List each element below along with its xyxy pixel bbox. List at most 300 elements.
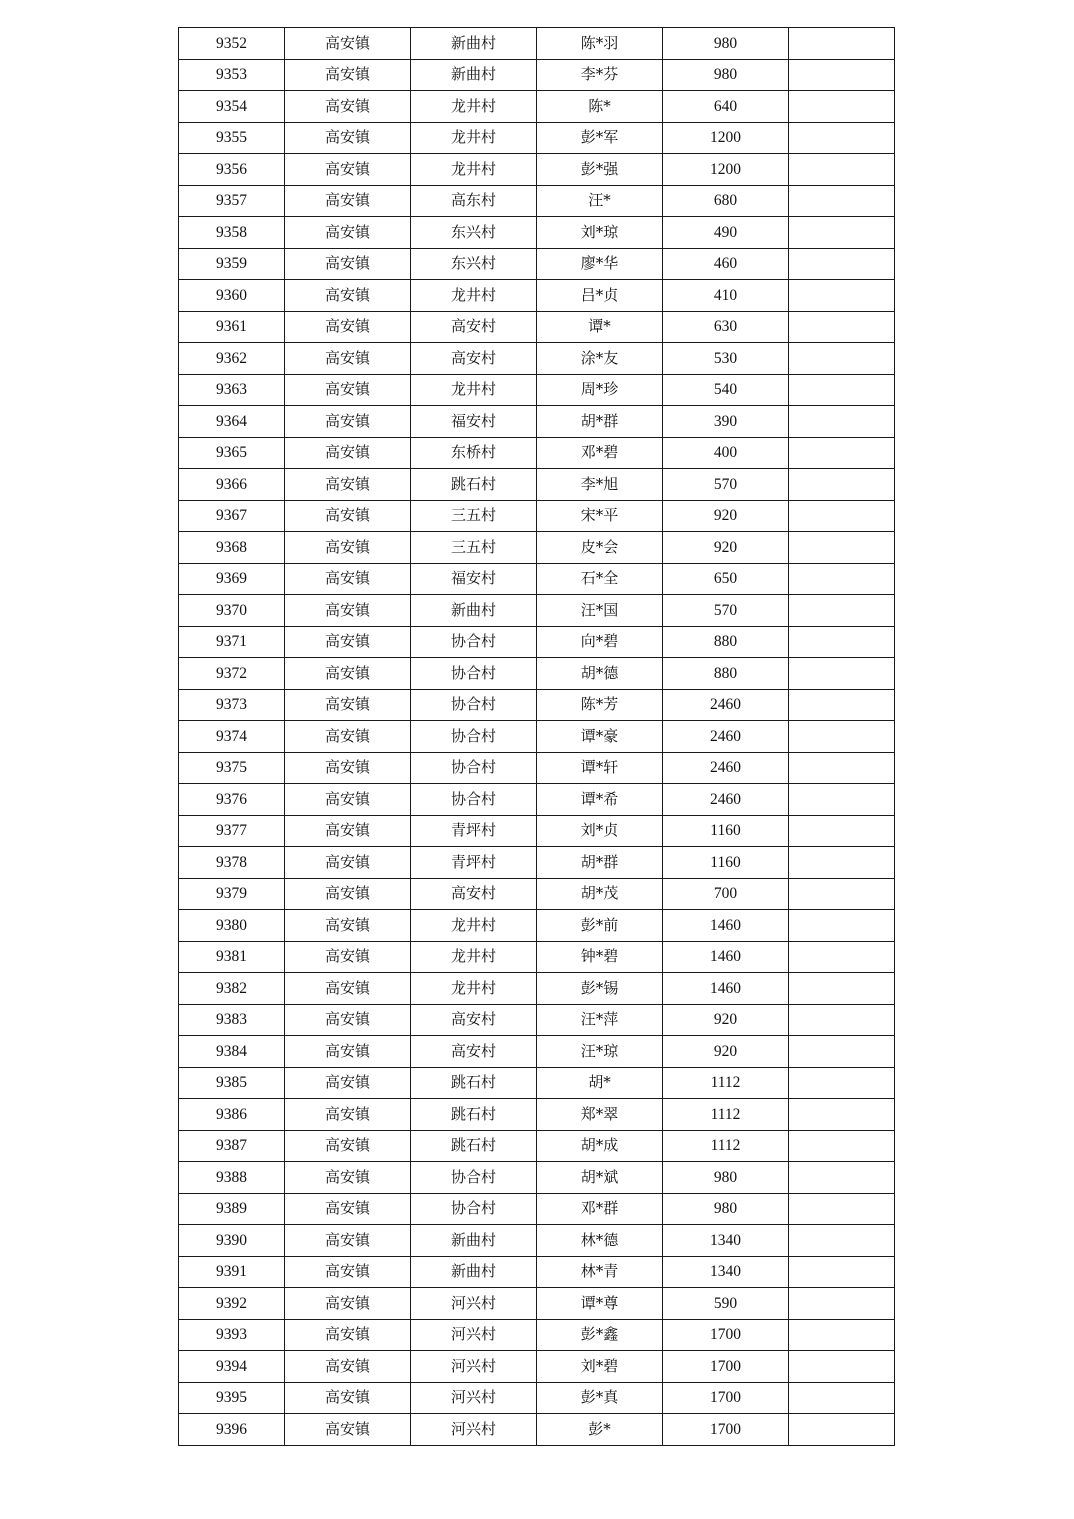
amount-cell: 390: [663, 406, 789, 438]
remark-cell: [789, 941, 895, 973]
name-cell: 彭*: [537, 1414, 663, 1446]
village-cell: 龙井村: [411, 374, 537, 406]
name-cell: 李*芬: [537, 59, 663, 91]
table-row: [179, 1162, 895, 1194]
town-cell: 高安镇: [285, 1319, 411, 1351]
village-cell: 协合村: [411, 1162, 537, 1194]
serial-number-cell: 9391: [179, 1256, 285, 1288]
name-cell: 石*全: [537, 563, 663, 595]
name-cell: 廖*华: [537, 248, 663, 280]
village-cell: 新曲村: [411, 28, 537, 60]
table-row: [179, 1067, 895, 1099]
town-cell: 高安镇: [285, 626, 411, 658]
table-row: [179, 563, 895, 595]
table-row: [179, 28, 895, 60]
amount-cell: 530: [663, 343, 789, 375]
name-cell: 胡*斌: [537, 1162, 663, 1194]
name-cell: 谭*: [537, 311, 663, 343]
table-row: [179, 1193, 895, 1225]
serial-number-cell: 9386: [179, 1099, 285, 1131]
town-cell: 高安镇: [285, 595, 411, 627]
town-cell: 高安镇: [285, 1382, 411, 1414]
remark-cell: [789, 154, 895, 186]
village-cell: 龙井村: [411, 122, 537, 154]
remark-cell: [789, 217, 895, 249]
table-row: [179, 815, 895, 847]
town-cell: 高安镇: [285, 1225, 411, 1257]
remark-cell: [789, 343, 895, 375]
town-cell: 高安镇: [285, 1351, 411, 1383]
town-cell: 高安镇: [285, 1067, 411, 1099]
name-cell: 汪*: [537, 185, 663, 217]
name-cell: 陈*芳: [537, 689, 663, 721]
town-cell: 高安镇: [285, 248, 411, 280]
serial-number-cell: 9382: [179, 973, 285, 1005]
name-cell: 邓*群: [537, 1193, 663, 1225]
remark-cell: [789, 1382, 895, 1414]
amount-cell: 920: [663, 1004, 789, 1036]
village-cell: 协合村: [411, 626, 537, 658]
amount-cell: 650: [663, 563, 789, 595]
serial-number-cell: 9375: [179, 752, 285, 784]
remark-cell: [789, 1036, 895, 1068]
serial-number-cell: 9389: [179, 1193, 285, 1225]
table-row: [179, 1288, 895, 1320]
serial-number-cell: 9376: [179, 784, 285, 816]
town-cell: 高安镇: [285, 1193, 411, 1225]
serial-number-cell: 9387: [179, 1130, 285, 1162]
remark-cell: [789, 469, 895, 501]
amount-cell: 400: [663, 437, 789, 469]
serial-number-cell: 9384: [179, 1036, 285, 1068]
serial-number-cell: 9362: [179, 343, 285, 375]
town-cell: 高安镇: [285, 154, 411, 186]
serial-number-cell: 9379: [179, 878, 285, 910]
town-cell: 高安镇: [285, 658, 411, 690]
name-cell: 宋*平: [537, 500, 663, 532]
serial-number-cell: 9372: [179, 658, 285, 690]
village-cell: 龙井村: [411, 910, 537, 942]
remark-cell: [789, 1319, 895, 1351]
amount-cell: 920: [663, 532, 789, 564]
town-cell: 高安镇: [285, 217, 411, 249]
town-cell: 高安镇: [285, 1130, 411, 1162]
table-row: [179, 406, 895, 438]
remark-cell: [789, 973, 895, 1005]
town-cell: 高安镇: [285, 1288, 411, 1320]
table-row: [179, 1382, 895, 1414]
village-cell: 龙井村: [411, 154, 537, 186]
remark-cell: [789, 280, 895, 312]
serial-number-cell: 9358: [179, 217, 285, 249]
village-cell: 协合村: [411, 689, 537, 721]
amount-cell: 1700: [663, 1382, 789, 1414]
table-row: [179, 500, 895, 532]
amount-cell: 1460: [663, 910, 789, 942]
town-cell: 高安镇: [285, 878, 411, 910]
village-cell: 高安村: [411, 1036, 537, 1068]
remark-cell: [789, 500, 895, 532]
village-cell: 高安村: [411, 343, 537, 375]
amount-cell: 2460: [663, 721, 789, 753]
village-cell: 高安村: [411, 1004, 537, 1036]
serial-number-cell: 9394: [179, 1351, 285, 1383]
village-cell: 龙井村: [411, 941, 537, 973]
town-cell: 高安镇: [285, 59, 411, 91]
serial-number-cell: 9381: [179, 941, 285, 973]
table-row: [179, 721, 895, 753]
serial-number-cell: 9390: [179, 1225, 285, 1257]
remark-cell: [789, 122, 895, 154]
amount-cell: 1112: [663, 1130, 789, 1162]
amount-cell: 1340: [663, 1225, 789, 1257]
remark-cell: [789, 721, 895, 753]
amount-cell: 980: [663, 1162, 789, 1194]
town-cell: 高安镇: [285, 280, 411, 312]
town-cell: 高安镇: [285, 784, 411, 816]
town-cell: 高安镇: [285, 1036, 411, 1068]
serial-number-cell: 9395: [179, 1382, 285, 1414]
table-row: [179, 1351, 895, 1383]
town-cell: 高安镇: [285, 28, 411, 60]
name-cell: 皮*会: [537, 532, 663, 564]
serial-number-cell: 9369: [179, 563, 285, 595]
table-row: [179, 469, 895, 501]
serial-number-cell: 9359: [179, 248, 285, 280]
village-cell: 新曲村: [411, 595, 537, 627]
village-cell: 东桥村: [411, 437, 537, 469]
amount-cell: 2460: [663, 784, 789, 816]
amount-cell: 1112: [663, 1067, 789, 1099]
serial-number-cell: 9385: [179, 1067, 285, 1099]
amount-cell: 2460: [663, 752, 789, 784]
amount-cell: 640: [663, 91, 789, 123]
town-cell: 高安镇: [285, 721, 411, 753]
table-row: [179, 910, 895, 942]
table-row: [179, 784, 895, 816]
remark-cell: [789, 59, 895, 91]
serial-number-cell: 9357: [179, 185, 285, 217]
serial-number-cell: 9356: [179, 154, 285, 186]
town-cell: 高安镇: [285, 1414, 411, 1446]
village-cell: 三五村: [411, 532, 537, 564]
village-cell: 新曲村: [411, 59, 537, 91]
table-row: [179, 1099, 895, 1131]
remark-cell: [789, 437, 895, 469]
name-cell: 谭*尊: [537, 1288, 663, 1320]
name-cell: 谭*豪: [537, 721, 663, 753]
remark-cell: [789, 1162, 895, 1194]
table-row: [179, 1004, 895, 1036]
town-cell: 高安镇: [285, 1004, 411, 1036]
town-cell: 高安镇: [285, 1256, 411, 1288]
town-cell: 高安镇: [285, 847, 411, 879]
remark-cell: [789, 28, 895, 60]
table-row: [179, 1036, 895, 1068]
town-cell: 高安镇: [285, 311, 411, 343]
table-row: [179, 280, 895, 312]
name-cell: 胡*德: [537, 658, 663, 690]
serial-number-cell: 9374: [179, 721, 285, 753]
amount-cell: 1160: [663, 815, 789, 847]
village-cell: 龙井村: [411, 280, 537, 312]
name-cell: 胡*群: [537, 406, 663, 438]
village-cell: 河兴村: [411, 1351, 537, 1383]
name-cell: 钟*碧: [537, 941, 663, 973]
serial-number-cell: 9378: [179, 847, 285, 879]
town-cell: 高安镇: [285, 1099, 411, 1131]
remark-cell: [789, 595, 895, 627]
table-row: [179, 343, 895, 375]
amount-cell: 1160: [663, 847, 789, 879]
remark-cell: [789, 1288, 895, 1320]
amount-cell: 590: [663, 1288, 789, 1320]
name-cell: 胡*群: [537, 847, 663, 879]
name-cell: 谭*轩: [537, 752, 663, 784]
village-cell: 河兴村: [411, 1319, 537, 1351]
remark-cell: [789, 626, 895, 658]
town-cell: 高安镇: [285, 941, 411, 973]
remark-cell: [789, 248, 895, 280]
name-cell: 胡*茂: [537, 878, 663, 910]
village-cell: 协合村: [411, 1193, 537, 1225]
remark-cell: [789, 658, 895, 690]
serial-number-cell: 9352: [179, 28, 285, 60]
village-cell: 跳石村: [411, 1130, 537, 1162]
town-cell: 高安镇: [285, 437, 411, 469]
table-row: [179, 437, 895, 469]
remark-cell: [789, 1256, 895, 1288]
name-cell: 汪*琼: [537, 1036, 663, 1068]
amount-cell: 920: [663, 500, 789, 532]
village-cell: 河兴村: [411, 1288, 537, 1320]
table-row: [179, 847, 895, 879]
serial-number-cell: 9392: [179, 1288, 285, 1320]
town-cell: 高安镇: [285, 406, 411, 438]
name-cell: 胡*: [537, 1067, 663, 1099]
serial-number-cell: 9380: [179, 910, 285, 942]
remark-cell: [789, 784, 895, 816]
amount-cell: 1700: [663, 1414, 789, 1446]
table-row: [179, 532, 895, 564]
remark-cell: [789, 878, 895, 910]
amount-cell: 630: [663, 311, 789, 343]
serial-number-cell: 9368: [179, 532, 285, 564]
town-cell: 高安镇: [285, 910, 411, 942]
amount-cell: 490: [663, 217, 789, 249]
remark-cell: [789, 91, 895, 123]
serial-number-cell: 9366: [179, 469, 285, 501]
village-cell: 龙井村: [411, 91, 537, 123]
amount-cell: 1112: [663, 1099, 789, 1131]
remark-cell: [789, 689, 895, 721]
serial-number-cell: 9354: [179, 91, 285, 123]
name-cell: 刘*贞: [537, 815, 663, 847]
table-row: [179, 185, 895, 217]
town-cell: 高安镇: [285, 563, 411, 595]
serial-number-cell: 9360: [179, 280, 285, 312]
amount-cell: 980: [663, 59, 789, 91]
amount-cell: 920: [663, 1036, 789, 1068]
town-cell: 高安镇: [285, 500, 411, 532]
name-cell: 谭*希: [537, 784, 663, 816]
name-cell: 涂*友: [537, 343, 663, 375]
serial-number-cell: 9373: [179, 689, 285, 721]
name-cell: 周*珍: [537, 374, 663, 406]
serial-number-cell: 9396: [179, 1414, 285, 1446]
name-cell: 彭*鑫: [537, 1319, 663, 1351]
serial-number-cell: 9371: [179, 626, 285, 658]
town-cell: 高安镇: [285, 752, 411, 784]
name-cell: 李*旭: [537, 469, 663, 501]
table-row: [179, 91, 895, 123]
name-cell: 林*青: [537, 1256, 663, 1288]
amount-cell: 460: [663, 248, 789, 280]
table-row: [179, 626, 895, 658]
remark-cell: [789, 1004, 895, 1036]
table-row: [179, 1256, 895, 1288]
table-row: [179, 595, 895, 627]
remark-cell: [789, 563, 895, 595]
town-cell: 高安镇: [285, 532, 411, 564]
name-cell: 陈*: [537, 91, 663, 123]
serial-number-cell: 9363: [179, 374, 285, 406]
amount-cell: 1460: [663, 973, 789, 1005]
remark-cell: [789, 311, 895, 343]
village-cell: 河兴村: [411, 1414, 537, 1446]
amount-cell: 410: [663, 280, 789, 312]
name-cell: 郑*翠: [537, 1099, 663, 1131]
village-cell: 新曲村: [411, 1225, 537, 1257]
name-cell: 彭*真: [537, 1382, 663, 1414]
table-row: [179, 1319, 895, 1351]
village-cell: 河兴村: [411, 1382, 537, 1414]
name-cell: 汪*萍: [537, 1004, 663, 1036]
amount-cell: 1340: [663, 1256, 789, 1288]
remark-cell: [789, 1130, 895, 1162]
name-cell: 刘*碧: [537, 1351, 663, 1383]
village-cell: 协合村: [411, 658, 537, 690]
town-cell: 高安镇: [285, 185, 411, 217]
serial-number-cell: 9367: [179, 500, 285, 532]
amount-cell: 980: [663, 1193, 789, 1225]
table-row: [179, 1414, 895, 1446]
village-cell: 福安村: [411, 563, 537, 595]
serial-number-cell: 9365: [179, 437, 285, 469]
amount-cell: 880: [663, 658, 789, 690]
village-cell: 东兴村: [411, 217, 537, 249]
village-cell: 高安村: [411, 878, 537, 910]
amount-cell: 680: [663, 185, 789, 217]
name-cell: 吕*贞: [537, 280, 663, 312]
amount-cell: 540: [663, 374, 789, 406]
remark-cell: [789, 752, 895, 784]
amount-cell: 980: [663, 28, 789, 60]
village-cell: 青坪村: [411, 815, 537, 847]
name-cell: 彭*锡: [537, 973, 663, 1005]
remark-cell: [789, 1099, 895, 1131]
remark-cell: [789, 1414, 895, 1446]
village-cell: 协合村: [411, 721, 537, 753]
serial-number-cell: 9355: [179, 122, 285, 154]
serial-number-cell: 9353: [179, 59, 285, 91]
table-row: [179, 154, 895, 186]
table-row: [179, 941, 895, 973]
remark-cell: [789, 910, 895, 942]
table-row: [179, 59, 895, 91]
village-cell: 高安村: [411, 311, 537, 343]
table-row: [179, 973, 895, 1005]
remark-cell: [789, 532, 895, 564]
serial-number-cell: 9383: [179, 1004, 285, 1036]
name-cell: 陈*羽: [537, 28, 663, 60]
village-cell: 协合村: [411, 752, 537, 784]
town-cell: 高安镇: [285, 374, 411, 406]
table-body: [179, 28, 895, 1446]
village-cell: 东兴村: [411, 248, 537, 280]
remark-cell: [789, 1351, 895, 1383]
village-cell: 跳石村: [411, 1099, 537, 1131]
serial-number-cell: 9377: [179, 815, 285, 847]
amount-cell: 570: [663, 469, 789, 501]
serial-number-cell: 9393: [179, 1319, 285, 1351]
town-cell: 高安镇: [285, 122, 411, 154]
amount-cell: 1200: [663, 154, 789, 186]
remark-cell: [789, 374, 895, 406]
village-cell: 跳石村: [411, 1067, 537, 1099]
name-cell: 彭*强: [537, 154, 663, 186]
table-row: [179, 217, 895, 249]
amount-cell: 1700: [663, 1351, 789, 1383]
town-cell: 高安镇: [285, 91, 411, 123]
name-cell: 刘*琼: [537, 217, 663, 249]
town-cell: 高安镇: [285, 1162, 411, 1194]
village-cell: 高东村: [411, 185, 537, 217]
name-cell: 彭*前: [537, 910, 663, 942]
town-cell: 高安镇: [285, 815, 411, 847]
table-row: [179, 878, 895, 910]
village-cell: 协合村: [411, 784, 537, 816]
amount-cell: 2460: [663, 689, 789, 721]
amount-cell: 1200: [663, 122, 789, 154]
town-cell: 高安镇: [285, 343, 411, 375]
amount-cell: 570: [663, 595, 789, 627]
name-cell: 邓*碧: [537, 437, 663, 469]
serial-number-cell: 9364: [179, 406, 285, 438]
amount-cell: 700: [663, 878, 789, 910]
table-row: [179, 311, 895, 343]
table-row: [179, 122, 895, 154]
remark-cell: [789, 1193, 895, 1225]
name-cell: 彭*军: [537, 122, 663, 154]
town-cell: 高安镇: [285, 689, 411, 721]
remark-cell: [789, 815, 895, 847]
village-cell: 青坪村: [411, 847, 537, 879]
remark-cell: [789, 406, 895, 438]
amount-cell: 1460: [663, 941, 789, 973]
table-row: [179, 1225, 895, 1257]
serial-number-cell: 9370: [179, 595, 285, 627]
table-row: [179, 689, 895, 721]
remark-cell: [789, 1067, 895, 1099]
name-cell: 向*碧: [537, 626, 663, 658]
remark-cell: [789, 1225, 895, 1257]
remark-cell: [789, 185, 895, 217]
village-cell: 龙井村: [411, 973, 537, 1005]
village-cell: 跳石村: [411, 469, 537, 501]
name-cell: 汪*国: [537, 595, 663, 627]
table-row: [179, 374, 895, 406]
